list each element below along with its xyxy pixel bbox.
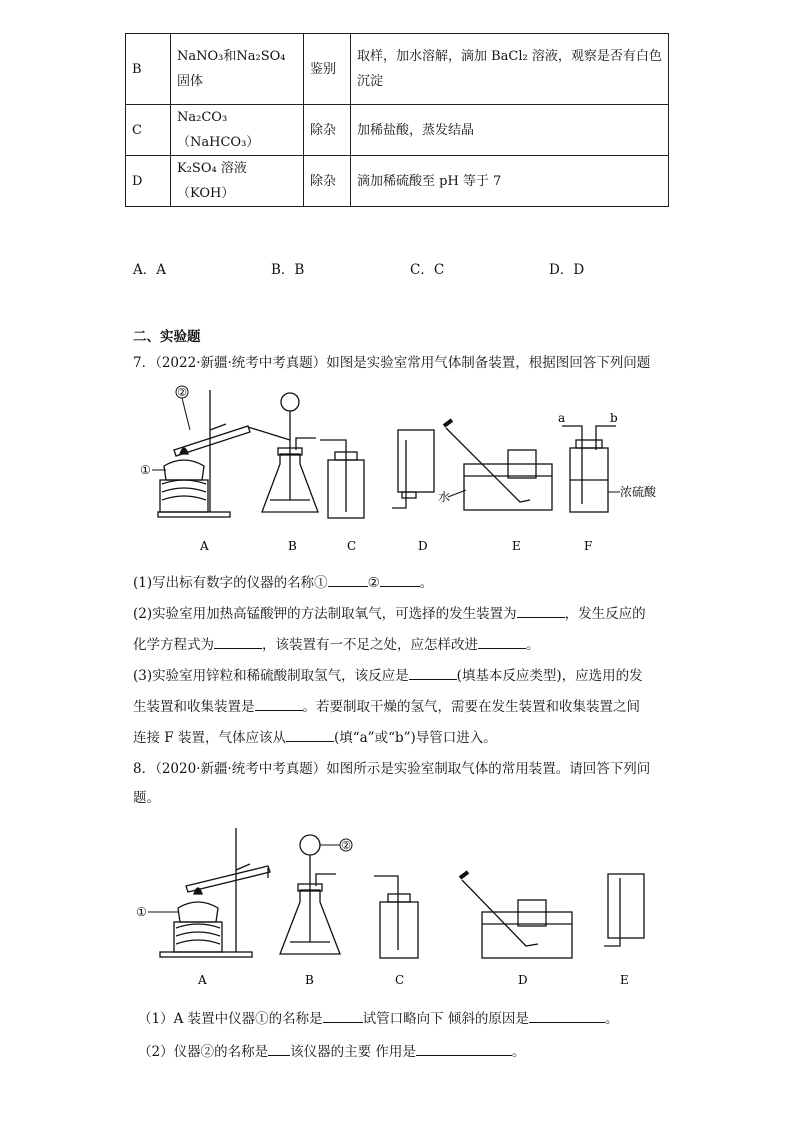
q8-stem-line1: 8．（2020·新疆·统考中考真题）如图所示是实验室制取气体的常用装置。请回答下列问 (133, 761, 651, 777)
water-trough (482, 912, 572, 958)
fig-label-f: F (584, 539, 593, 553)
answer-blank[interactable] (529, 1008, 605, 1023)
answer-blank[interactable] (286, 727, 334, 742)
q8-part2-end: 。 (511, 1044, 526, 1060)
q7-apparatus-figure (130, 380, 670, 555)
alcohol-lamp (164, 460, 204, 480)
row-substance: K₂SO₄ 溶液（KOH） (171, 156, 304, 207)
answer-blank[interactable] (255, 696, 303, 711)
collection-bottle-d (518, 900, 546, 926)
answer-blank[interactable] (214, 634, 262, 649)
clamp (210, 424, 226, 430)
stand-base (158, 512, 230, 517)
port-a-label: a (558, 411, 566, 425)
row-method: 加稀盐酸，蒸发结晶 (351, 105, 669, 156)
separatory-funnel-bulb (300, 835, 320, 855)
q7-part3-text-3: 生装置和收集装置是 (133, 699, 255, 715)
choice-b[interactable]: B．B (271, 262, 305, 278)
answer-blank[interactable] (328, 572, 368, 587)
choice-c[interactable]: C．C (410, 262, 445, 278)
q8-part2 (138, 1040, 525, 1060)
alcohol-lamp (178, 902, 218, 922)
answer-blank[interactable] (409, 665, 457, 680)
row-substance: Na₂CO₃（NaHCO₃） (171, 105, 304, 156)
q7-part3-line1 (133, 664, 643, 684)
water-label: 水 (438, 490, 451, 504)
q7-part3-text-5: 连接 F 装置，气体应该从 (133, 730, 286, 746)
q7-part2-line2 (133, 633, 540, 653)
fig-label-b: B (305, 973, 314, 987)
marker-2: ② (177, 386, 187, 399)
marker-1: ① (136, 905, 147, 919)
q8-part1-text-2: 试管口略向下 倾斜的原因是 (362, 1011, 529, 1027)
acid-label: 浓硫酸 (620, 485, 657, 499)
gas-bottle-e (608, 874, 644, 938)
q7-part1 (133, 571, 433, 591)
row-label: C (126, 105, 171, 156)
answer-blank[interactable] (380, 572, 420, 587)
q7-part2-text-2: ，发生反应的 (564, 606, 646, 622)
q7-part3-line3 (133, 726, 497, 746)
fig-label-d: D (418, 539, 428, 553)
q7-part3-text-6: (填“a”或“b”)导管口进入。 (333, 730, 497, 746)
q7-part3-text: (3)实验室用锌粒和稀硫酸制取氢气，该反应是 (133, 668, 409, 684)
q7-part1-text: (1)写出标有数字的仪器的名称① (133, 575, 328, 591)
port-b-label: b (610, 411, 618, 425)
q7-part2-text-3: 化学方程式为 (133, 637, 214, 653)
marker-2: ② (341, 839, 351, 852)
q7-part1-text-2: ② (367, 575, 380, 591)
q7-part3-line2 (133, 695, 640, 715)
q7-part2-end: 。 (526, 637, 540, 653)
delivery-tube (248, 427, 290, 440)
q8-part2-text: （2）仪器②的名称是 (138, 1044, 269, 1060)
table-row (126, 34, 669, 105)
fig-label-e: E (620, 973, 629, 987)
stand-base (160, 952, 252, 957)
row-label: D (126, 156, 171, 207)
q7-part3-text-2: (填基本反应类型)，应选用的发 (456, 668, 643, 684)
separatory-funnel-bulb (281, 393, 299, 411)
q8-part1-text: （1）A 装置中仪器①的名称是 (138, 1011, 323, 1027)
row-substance: NaNO₃和Na₂SO₄固体 (171, 34, 304, 105)
fig-label-a: A (200, 539, 209, 553)
section-title: 二、实验题 (133, 329, 201, 345)
answer-blank[interactable] (478, 634, 526, 649)
answer-blank[interactable] (323, 1008, 363, 1023)
marker-1: ① (140, 463, 151, 477)
q8-apparatus-figure (130, 820, 650, 990)
clamp (236, 864, 250, 870)
table-row (126, 156, 669, 207)
answer-blank[interactable] (517, 603, 565, 618)
q8-part2-text-2: 该仪器的主要 作用是 (290, 1044, 416, 1060)
fig-label-d: D (518, 973, 528, 987)
q8-part1 (138, 1007, 618, 1027)
fig-label-e: E (512, 539, 521, 553)
row-purpose: 除杂 (304, 156, 351, 207)
q7-part1-end: 。 (419, 575, 434, 591)
fig-label-b: B (288, 539, 297, 553)
gas-bottle-d (398, 430, 434, 492)
table-row (126, 105, 669, 156)
row-purpose: 除杂 (304, 105, 351, 156)
fig-label-c: C (347, 539, 357, 553)
fig-label-a: A (198, 973, 207, 987)
row-method: 取样，加水溶解，滴加 BaCl₂ 溶液，观察是否有白色沉淀 (351, 34, 669, 105)
gas-bottle-c (380, 902, 418, 958)
row-method: 滴加稀硫酸至 pH 等于 7 (351, 156, 669, 207)
q7-part2-line1 (133, 602, 646, 622)
answer-blank[interactable] (416, 1041, 512, 1056)
fig-label-c: C (395, 973, 405, 987)
q7-part2-text: (2)实验室用加热高锰酸钾的方法制取氧气，可选择的发生装置为 (133, 606, 517, 622)
q7-part3-text-4: 。若要制取干燥的氢气，需要在发生装置和收集装置之间 (302, 699, 640, 715)
choice-d[interactable]: D．D (549, 262, 585, 278)
q7-stem: 7．（2022·新疆·统考中考真题）如图是实验室常用气体制备装置，根据图回答下列问题 (133, 355, 651, 371)
options-table (125, 33, 669, 207)
row-label: B (126, 34, 171, 105)
choice-a[interactable]: A．A (133, 262, 166, 278)
wood-grain (176, 924, 220, 944)
answer-blank[interactable] (268, 1041, 290, 1056)
q8-part1-end: 。 (604, 1011, 619, 1027)
q7-part2-text-4: ，该装置有一不足之处，应怎样改进 (262, 637, 478, 653)
wood-grain (162, 480, 206, 500)
q8-stem-line2: 题。 (133, 790, 160, 806)
row-purpose: 鉴别 (304, 34, 351, 105)
